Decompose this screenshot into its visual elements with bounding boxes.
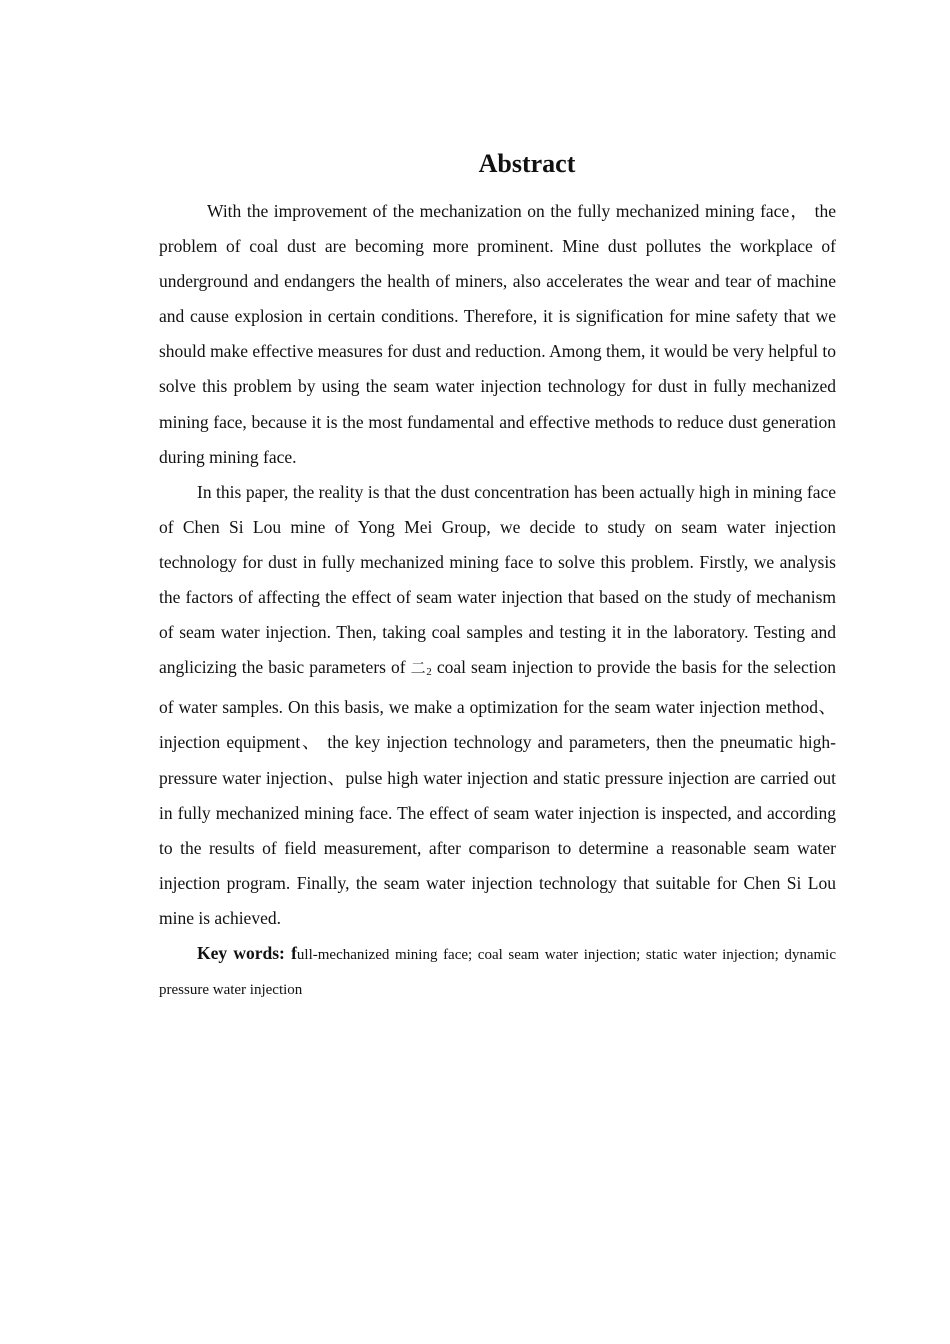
paragraph-2-end: coal seam injection to provide the basis for the selection of water samples. On this basis, we make a optimization for the seam water injection method、 injection equipment、 the key injection technology and parameters, then the pneumatic high-pressure water injection、pulse high water injection and static pressure injection are carried out in fully mechanized mining face. The effect of seam water injection is inspected, and according to the results of field measurement, after comparison to determine a reasonable seam water injection program. Finally, the seam water injection technology that suitable for Chen Si Lou mine is achieved. — [159, 657, 836, 928]
abstract-paragraph-2 — [159, 475, 836, 936]
page-title: Abstract — [478, 149, 576, 178]
coal-seam-subscript: 2 — [426, 666, 432, 679]
keywords-line — [159, 936, 836, 1008]
paragraph-2-start: In this paper, the reality is that the dust concentration has been actually high in mining face of Chen Si Lou mine of Yong Mei Group, we decide to study on seam water injection technology for dust in fully mechanized mining face to solve this problem. Firstly, we analysis the factors of affecting the effect of seam water injection that based on the study of mechanism of seam water injection. Then, taking coal samples and testing it in the laboratory. Testing and anglicizing the basic parameters of — [159, 481, 836, 678]
abstract-body — [159, 194, 836, 1008]
keywords-text: ull-mechanized mining face; coal seam water injection; static water injection; dynamic pressure water injection — [159, 946, 836, 999]
keywords-label: Key words: f — [197, 942, 297, 963]
abstract-paragraph-1: With the improvement of the mechanization on the fully mechanized mining face， the problem of coal dust are becoming more prominent. Mine dust pollutes the workplace of underground and endangers the health of miners, also accelerates the wear and tear of machine and cause explosion in certain conditions. Therefore, it is signification for mine safety that we should make effective measures for dust and reduction. Among them, it would be very helpful to solve this problem by using the seam water injection technology for dust in fully mechanized mining face, because it is the most fundamental and effective methods to reduce dust generation during mining face. — [159, 201, 836, 467]
coal-seam-name: 二 — [410, 659, 427, 678]
